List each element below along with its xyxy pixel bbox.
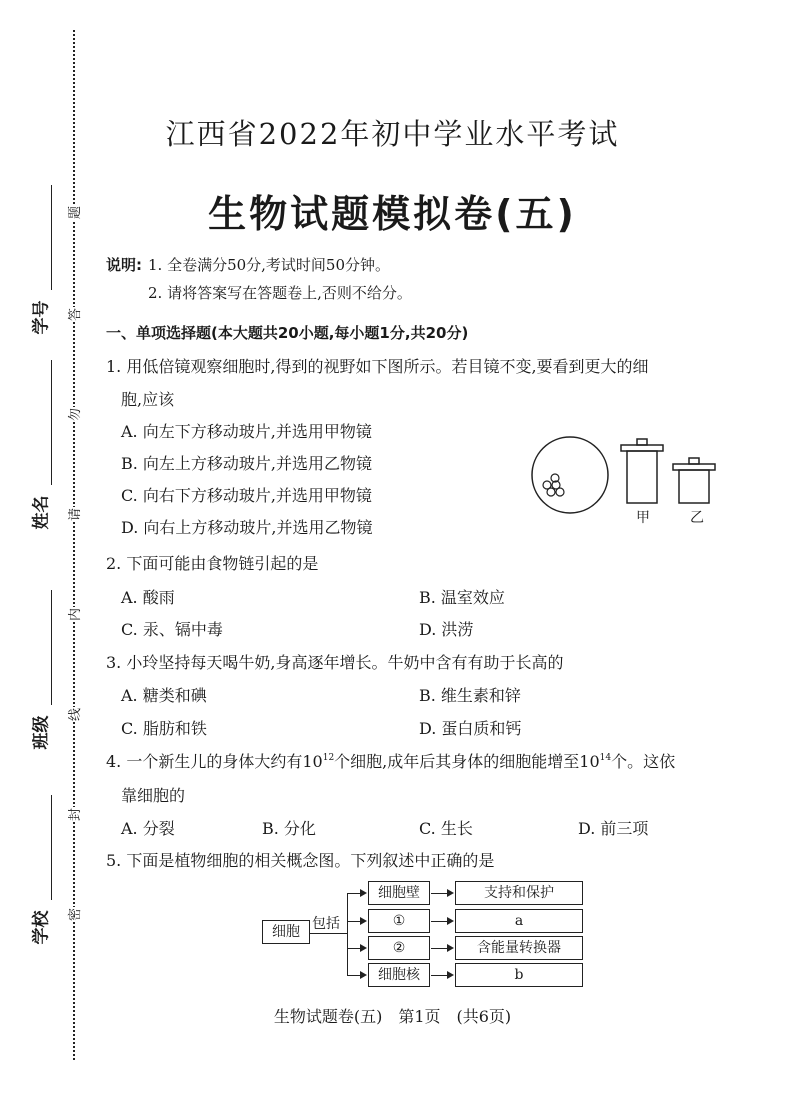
func-arrow-2 — [447, 917, 454, 925]
branch-line-1 — [347, 893, 361, 894]
concept-function-energy: 含能量转换器 — [455, 936, 583, 960]
concept-function-support: 支持和保护 — [455, 881, 583, 905]
concept-function-a: a — [455, 909, 583, 933]
concept-part-2: ② — [368, 936, 430, 960]
seal-note-3: 勿 — [64, 407, 83, 422]
q3-option-c: C. 脂肪和铁 — [121, 719, 207, 738]
func-arrow-1 — [447, 889, 454, 897]
field-of-view-circle — [532, 437, 608, 513]
func-line-1 — [431, 893, 447, 894]
exam-title: 江西省2022年初中学业水平考试 — [165, 117, 620, 151]
seal-note-8: 密 — [64, 907, 83, 922]
q2-option-b: B. 温室效应 — [419, 588, 505, 607]
branch-arrow-3 — [360, 944, 367, 952]
q1-option-a: A. 向左下方移动玻片,并选用甲物镜 — [121, 422, 372, 441]
q4-option-c: C. 生长 — [419, 819, 473, 838]
branch-arrow-2 — [360, 917, 367, 925]
q4-exponent-2: 14 — [599, 753, 612, 763]
microscope-figure — [525, 425, 740, 525]
q2-option-a: A. 酸雨 — [121, 588, 175, 607]
q4-stem-part-a: 4. 一个新生儿的身体大约有10 — [106, 752, 323, 771]
branch-line-3 — [347, 948, 361, 949]
concept-part-cell-wall: 细胞壁 — [368, 881, 430, 905]
q3-option-a: A. 糖类和碘 — [121, 686, 207, 705]
branch-arrow-1 — [360, 889, 367, 897]
q4-option-a: A. 分裂 — [121, 819, 175, 838]
cell-cluster-icon — [543, 474, 564, 496]
concept-trunk-line — [347, 893, 348, 975]
branch-line-2 — [347, 921, 361, 922]
objective-yi-icon — [673, 458, 715, 503]
q3-option-d: D. 蛋白质和钙 — [419, 719, 522, 738]
school-label: 学校 — [31, 910, 52, 945]
objective-jia-label: 甲 — [636, 510, 650, 526]
seal-note-2: 答 — [64, 307, 83, 322]
instruction-2: 2. 请将答案写在答题卷上,否则不给分。 — [148, 284, 412, 302]
seal-note-6: 线 — [64, 707, 83, 722]
q2-stem: 2. 下面可能由食物链引起的是 — [106, 554, 319, 573]
instruction-1: 1. 全卷满分50分,考试时间50分钟。 — [148, 256, 391, 274]
seal-note-4: 请 — [64, 507, 83, 522]
section-heading: 一、单项选择题(本大题共20小题,每小题1分,共20分) — [106, 324, 469, 342]
q4-stem-line1 — [106, 749, 675, 772]
q3-option-b: B. 维生素和锌 — [419, 686, 521, 705]
q1-stem-line2: 胞,应该 — [121, 390, 175, 409]
branch-line-4 — [347, 975, 361, 976]
concept-root-cell: 细胞 — [262, 920, 310, 944]
school-line — [51, 795, 52, 900]
concept-part-nucleus: 细胞核 — [368, 963, 430, 987]
q5-stem: 5. 下面是植物细胞的相关概念图。下列叙述中正确的是 — [106, 851, 495, 870]
q3-stem: 3. 小玲坚持每天喝牛奶,身高逐年增长。牛奶中含有有助于长高的 — [106, 653, 564, 672]
q2-option-c: C. 汞、镉中毒 — [121, 620, 223, 639]
func-line-2 — [431, 921, 447, 922]
func-arrow-4 — [447, 971, 454, 979]
q1-option-c: C. 向右下方移动玻片,并选用甲物镜 — [121, 486, 372, 505]
paper-title: 生物试题模拟卷(五) — [208, 192, 577, 236]
q1-option-d: D. 向右上方移动玻片,并选用乙物镜 — [121, 518, 373, 537]
concept-part-1: ① — [368, 909, 430, 933]
seal-note-7: 封 — [64, 807, 83, 822]
instructions-label: 说明: — [106, 256, 142, 274]
func-line-3 — [431, 948, 447, 949]
q1-option-b: B. 向左上方移动玻片,并选用乙物镜 — [121, 454, 373, 473]
concept-connector-label: 包括 — [312, 916, 340, 932]
q4-stem-part-c: 个。这依 — [611, 752, 676, 771]
seal-note-1: 题 — [64, 205, 83, 220]
seal-note-5: 内 — [64, 607, 83, 622]
objective-jia-icon — [621, 439, 663, 503]
q4-exponent-1: 12 — [322, 753, 335, 763]
concept-root-line — [310, 933, 348, 934]
objective-yi-label: 乙 — [690, 510, 704, 526]
q2-option-d: D. 洪涝 — [419, 620, 474, 639]
name-label: 姓名 — [31, 495, 52, 530]
page-footer: 生物试题卷(五) 第1页 (共6页) — [273, 1007, 512, 1026]
q4-option-b: B. 分化 — [262, 819, 316, 838]
q1-stem-line1: 1. 用低倍镜观察细胞时,得到的视野如下图所示。若目镜不变,要看到更大的细 — [106, 357, 649, 376]
student-id-label: 学号 — [31, 300, 52, 335]
q4-stem-part-b: 个细胞,成年后其身体的细胞能增至10 — [334, 752, 600, 771]
q4-option-d: D. 前三项 — [578, 819, 649, 838]
class-line — [51, 590, 52, 705]
branch-arrow-4 — [360, 971, 367, 979]
func-line-4 — [431, 975, 447, 976]
func-arrow-3 — [447, 944, 454, 952]
concept-function-b: b — [455, 963, 583, 987]
name-line — [51, 360, 52, 485]
q4-stem-line2: 靠细胞的 — [121, 786, 186, 805]
class-label: 班级 — [31, 715, 52, 750]
